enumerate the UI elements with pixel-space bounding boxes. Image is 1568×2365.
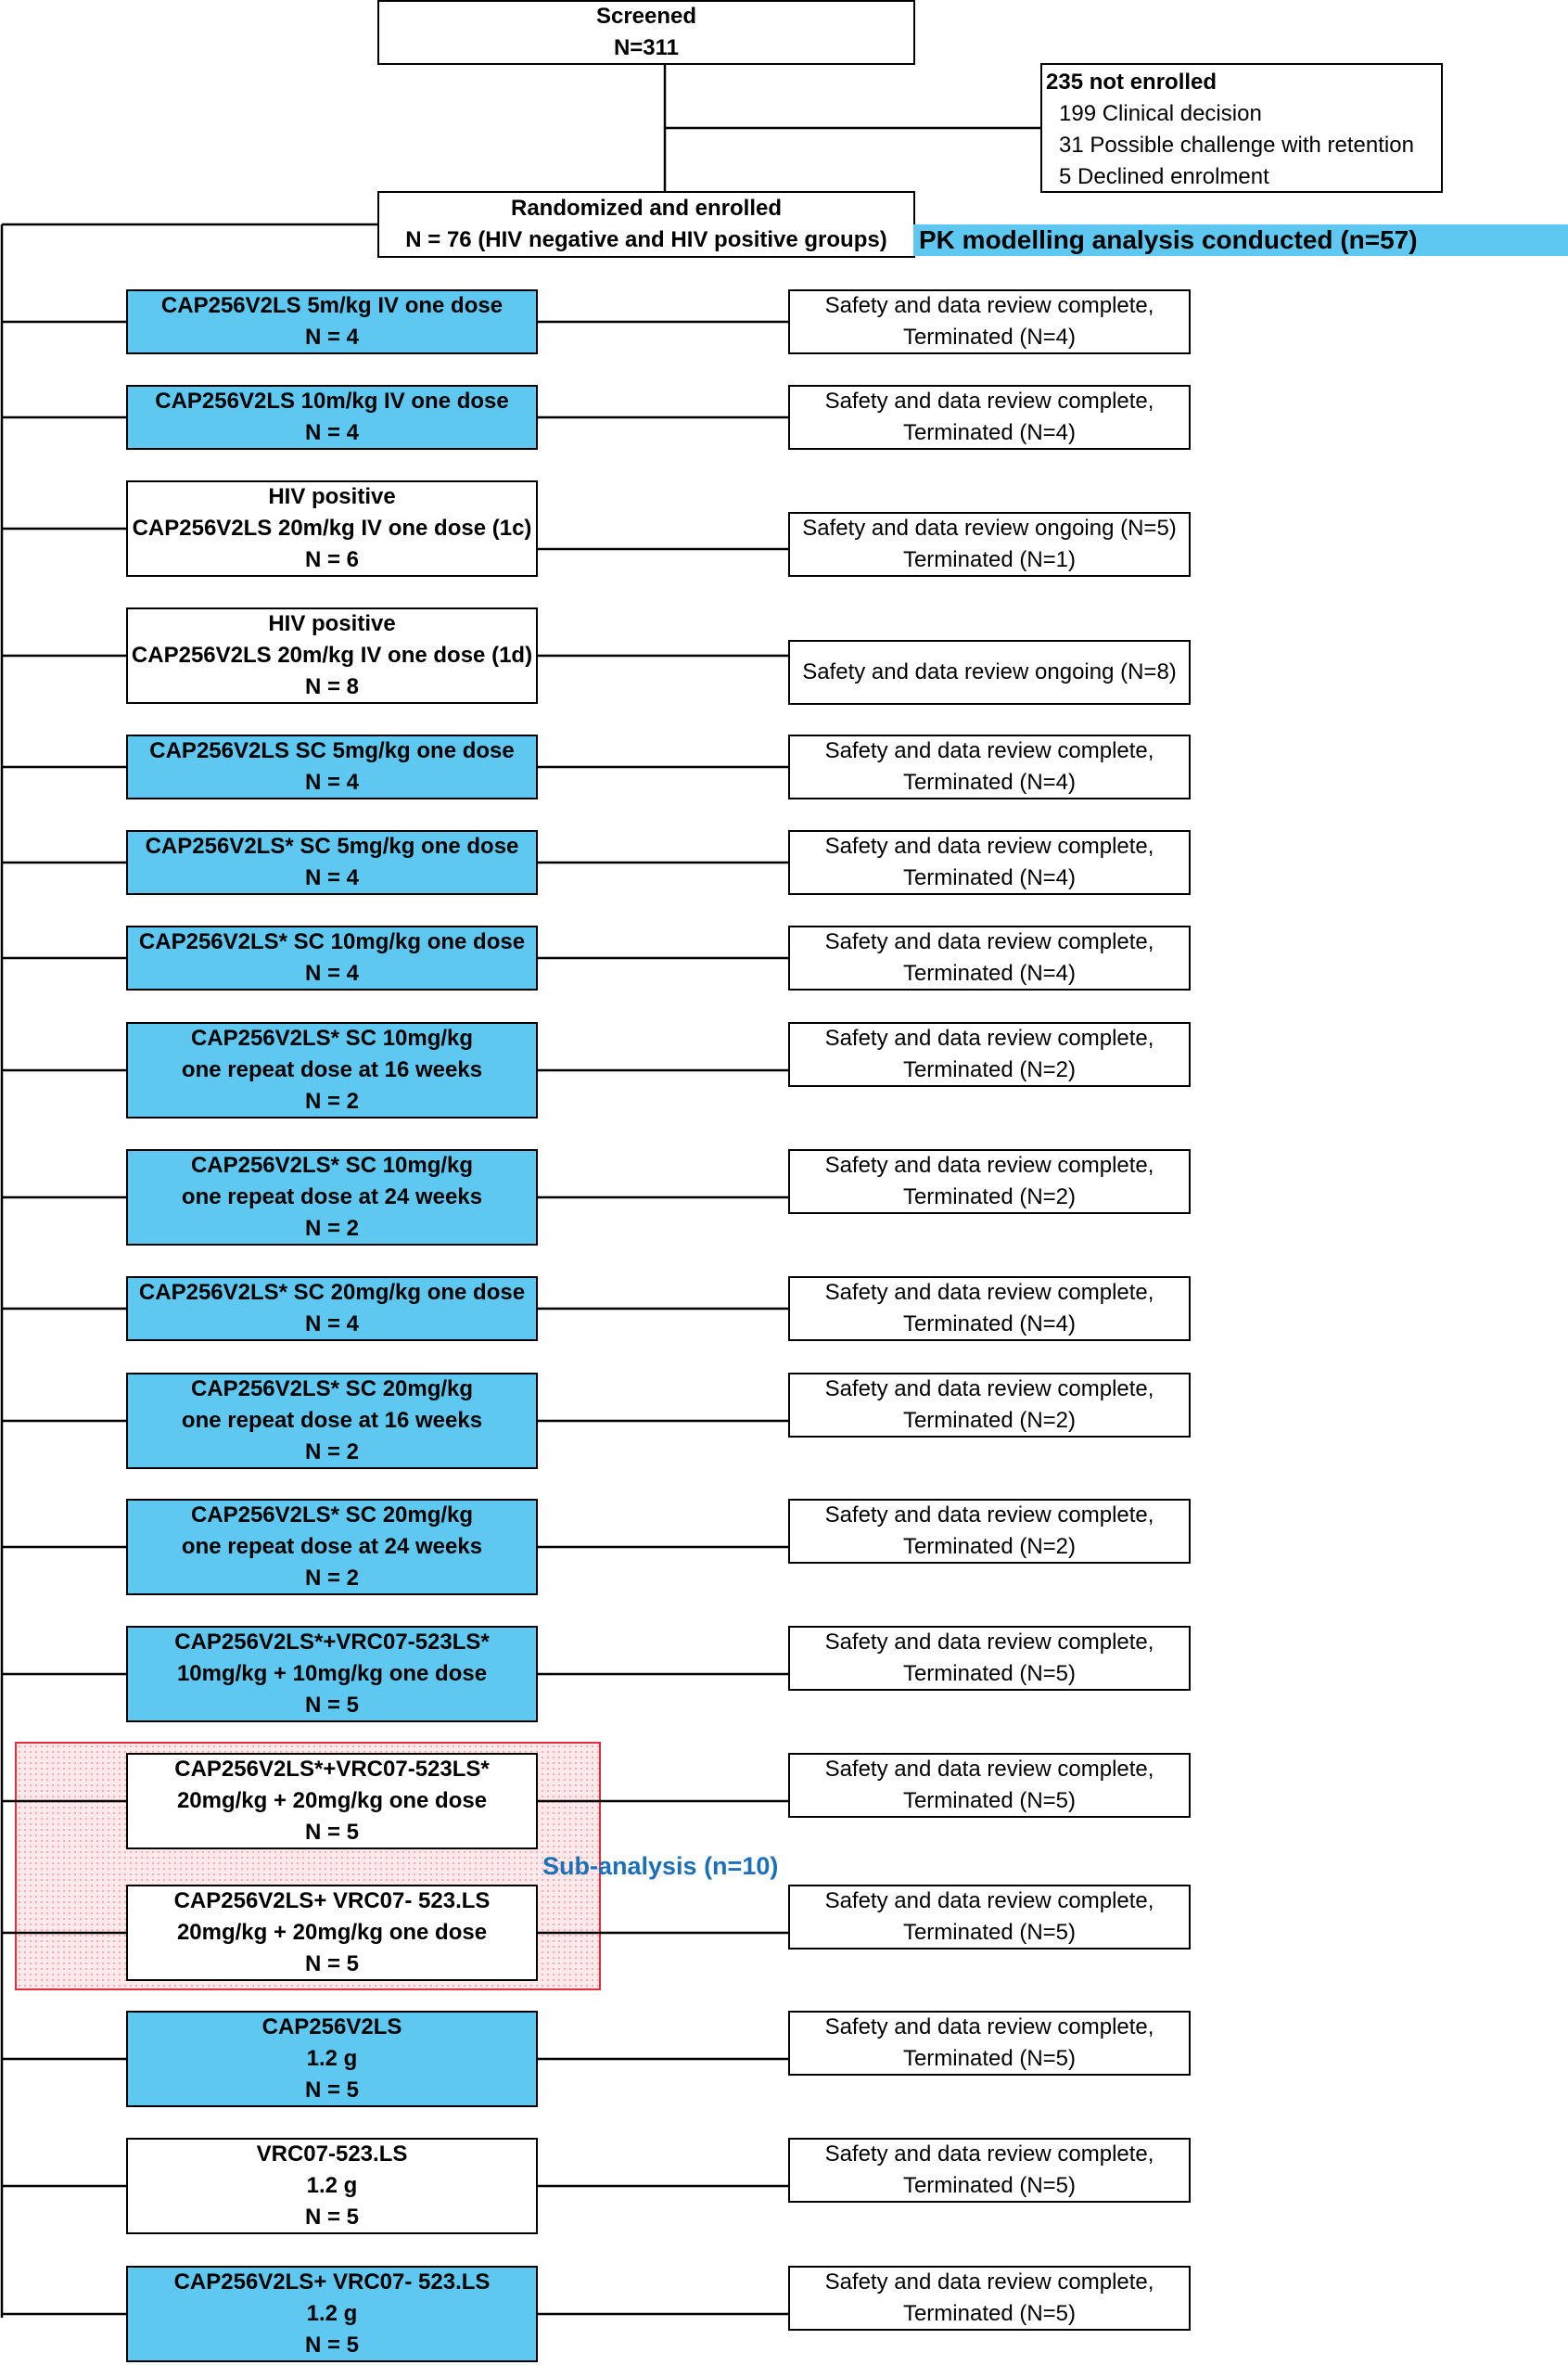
study-arm-box	[126, 2138, 538, 2234]
randomized-label: Randomized and enrolled	[510, 196, 783, 221]
outcome-box	[788, 1149, 1191, 1214]
not-enrolled-reason: 5 Declined enrolment	[1059, 164, 1269, 189]
study-arm-line: N = 8	[304, 674, 360, 699]
outcome-box	[788, 1499, 1191, 1564]
study-arm-line: CAP256V2LS 5m/kg IV one dose	[160, 293, 504, 318]
study-arm-line: CAP256V2LS+ VRC07- 523.LS	[173, 1888, 491, 1913]
outcome-line: Terminated (N=4)	[902, 961, 1077, 986]
outcome-box	[788, 735, 1191, 799]
outcome-line: Safety and data review complete,	[824, 1888, 1154, 1913]
study-arm-box	[126, 1149, 538, 1246]
study-arm-box	[126, 735, 538, 799]
outcome-line: Terminated (N=5)	[902, 1920, 1077, 1945]
outcome-line: Terminated (N=2)	[902, 1534, 1077, 1559]
outcome-line: Safety and data review complete,	[824, 1280, 1154, 1305]
study-arm-line: HIV positive	[268, 611, 396, 636]
outcome-box	[788, 1885, 1191, 1950]
screened-label: Screened	[595, 4, 697, 29]
outcome-line: Terminated (N=2)	[902, 1057, 1077, 1082]
outcome-line: Safety and data review ongoing (N=8)	[802, 659, 1177, 684]
study-arm-line: 1.2 g	[306, 2046, 358, 2071]
outcome-box	[788, 1022, 1191, 1087]
study-arm-line: N = 2	[304, 1216, 360, 1241]
outcome-line: Safety and data review complete,	[824, 389, 1154, 414]
study-arm-line: CAP256V2LS* SC 20mg/kg	[190, 1376, 474, 1401]
outcome-line: Terminated (N=4)	[902, 325, 1077, 350]
outcome-line: Terminated (N=5)	[902, 1661, 1077, 1686]
outcome-box	[788, 926, 1191, 991]
outcome-box	[788, 2011, 1191, 2076]
outcome-line: Safety and data review complete,	[824, 1757, 1154, 1782]
study-arm-box	[126, 289, 538, 354]
outcome-line: Terminated (N=5)	[902, 2173, 1077, 2198]
outcome-line: Safety and data review complete,	[824, 1153, 1154, 1178]
outcome-box	[788, 512, 1191, 577]
study-arm-line: N = 5	[304, 1951, 360, 1976]
study-arm-line: N = 5	[304, 2333, 360, 2358]
outcome-box	[788, 1626, 1191, 1691]
study-arm-line: 20mg/kg + 20mg/kg one dose	[176, 1788, 488, 1813]
outcome-box	[788, 385, 1191, 450]
study-arm-line: CAP256V2LS* SC 20mg/kg one dose	[138, 1280, 526, 1305]
study-arm-box	[126, 385, 538, 450]
study-arm-line: VRC07-523.LS	[256, 2141, 408, 2167]
study-arm-line: 1.2 g	[306, 2173, 358, 2198]
study-arm-line: CAP256V2LS SC 5mg/kg one dose	[149, 738, 515, 763]
study-arm-line: N = 4	[304, 325, 360, 350]
study-arm-line: CAP256V2LS* SC 10mg/kg	[190, 1153, 474, 1178]
study-arm-line: N = 5	[304, 2077, 360, 2103]
outcome-line: Terminated (N=5)	[902, 2046, 1077, 2071]
study-arm-line: one repeat dose at 16 weeks	[181, 1057, 483, 1082]
study-arm-line: N = 6	[304, 547, 360, 572]
study-arm-line: CAP256V2LS*+VRC07-523LS*	[174, 1757, 490, 1782]
outcome-line: Safety and data review complete,	[824, 1502, 1154, 1528]
outcome-line: Safety and data review complete,	[824, 1026, 1154, 1051]
study-arm-line: CAP256V2LS 10m/kg IV one dose	[155, 389, 509, 414]
study-arm-box	[126, 830, 538, 895]
study-arm-line: CAP256V2LS+ VRC07- 523.LS	[173, 2269, 491, 2295]
outcome-line: Safety and data review complete,	[824, 1376, 1154, 1401]
study-arm-line: N = 2	[304, 1566, 360, 1591]
outcome-box	[788, 1373, 1191, 1438]
outcome-line: Safety and data review complete,	[824, 929, 1154, 954]
outcome-line: Terminated (N=4)	[902, 420, 1077, 445]
not-enrolled-reason: 199 Clinical decision	[1059, 101, 1262, 126]
study-arm-line: CAP256V2LS* SC 20mg/kg	[190, 1502, 474, 1528]
randomized-count: N = 76 (HIV negative and HIV positive groups)	[405, 227, 887, 252]
study-arm-line: N = 4	[304, 865, 360, 890]
study-arm-line: N = 5	[304, 2205, 360, 2230]
study-arm-line: CAP256V2LS*+VRC07-523LS*	[174, 1630, 490, 1655]
study-arm-box	[126, 1626, 538, 1722]
study-arm-box	[126, 2011, 538, 2107]
study-arm-line: N = 5	[304, 1820, 360, 1845]
outcome-line: Safety and data review complete,	[824, 834, 1154, 859]
outcome-line: Terminated (N=1)	[902, 547, 1077, 572]
study-arm-line: 10mg/kg + 10mg/kg one dose	[176, 1661, 488, 1686]
study-arm-line: 20mg/kg + 20mg/kg one dose	[176, 1920, 488, 1945]
study-arm-box	[126, 2266, 538, 2362]
study-arm-line: N = 4	[304, 1311, 360, 1336]
study-arm-box	[126, 1753, 538, 1849]
screened-box	[377, 0, 915, 65]
study-arm-line: N = 4	[304, 961, 360, 986]
pk-modelling-banner: PK modelling analysis conducted (n=57)	[913, 224, 1568, 256]
outcome-line: Safety and data review ongoing (N=5)	[802, 516, 1177, 541]
study-arm-line: N = 4	[304, 770, 360, 795]
study-arm-box	[126, 1499, 538, 1595]
outcome-line: Terminated (N=5)	[902, 2301, 1077, 2326]
outcome-line: Safety and data review complete,	[824, 2269, 1154, 2295]
study-arm-line: CAP256V2LS 20m/kg IV one dose (1d)	[131, 643, 533, 668]
outcome-line: Safety and data review complete,	[824, 1630, 1154, 1655]
outcome-box	[788, 289, 1191, 354]
outcome-line: Terminated (N=2)	[902, 1184, 1077, 1209]
study-arm-line: HIV positive	[268, 484, 396, 509]
outcome-box	[788, 2138, 1191, 2203]
randomized-box	[377, 191, 915, 258]
study-arm-line: 1.2 g	[306, 2301, 358, 2326]
study-arm-line: CAP256V2LS	[261, 2014, 402, 2039]
study-arm-line: N = 2	[304, 1439, 360, 1464]
study-arm-line: N = 5	[304, 1693, 360, 1718]
outcome-box	[788, 640, 1191, 705]
not-enrolled-box	[1040, 63, 1443, 193]
study-arm-line: CAP256V2LS 20m/kg IV one dose (1c)	[132, 516, 532, 541]
study-arm-line: CAP256V2LS* SC 5mg/kg one dose	[145, 834, 519, 859]
study-arm-line: one repeat dose at 24 weeks	[181, 1534, 483, 1559]
outcome-line: Terminated (N=2)	[902, 1408, 1077, 1433]
not-enrolled-reason: 31 Possible challenge with retention	[1059, 133, 1414, 158]
outcome-line: Terminated (N=4)	[902, 770, 1077, 795]
sub-analysis-label: Sub-analysis (n=10)	[542, 1852, 779, 1880]
study-arm-box	[126, 1373, 538, 1469]
not-enrolled-title: 235 not enrolled	[1046, 70, 1217, 95]
outcome-line: Terminated (N=5)	[902, 1788, 1077, 1813]
outcome-box	[788, 2266, 1191, 2331]
outcome-line: Safety and data review complete,	[824, 2141, 1154, 2167]
outcome-line: Terminated (N=4)	[902, 865, 1077, 890]
study-arm-box	[126, 1885, 538, 1981]
outcome-box	[788, 830, 1191, 895]
study-arm-line: CAP256V2LS* SC 10mg/kg	[190, 1026, 474, 1051]
study-arm-box	[126, 607, 538, 704]
outcome-line: Safety and data review complete,	[824, 2014, 1154, 2039]
study-arm-line: CAP256V2LS* SC 10mg/kg one dose	[138, 929, 526, 954]
study-arm-line: N = 2	[304, 1089, 360, 1114]
study-arm-box	[126, 1276, 538, 1341]
study-arm-box	[126, 480, 538, 577]
outcome-line: Safety and data review complete,	[824, 293, 1154, 318]
screened-count: N=311	[613, 35, 680, 60]
study-arm-line: one repeat dose at 24 weeks	[181, 1184, 483, 1209]
outcome-line: Terminated (N=4)	[902, 1311, 1077, 1336]
outcome-box	[788, 1753, 1191, 1818]
outcome-line: Safety and data review complete,	[824, 738, 1154, 763]
study-arm-box	[126, 926, 538, 991]
outcome-box	[788, 1276, 1191, 1341]
study-arm-line: one repeat dose at 16 weeks	[181, 1408, 483, 1433]
study-arm-line: N = 4	[304, 420, 360, 445]
study-arm-box	[126, 1022, 538, 1119]
